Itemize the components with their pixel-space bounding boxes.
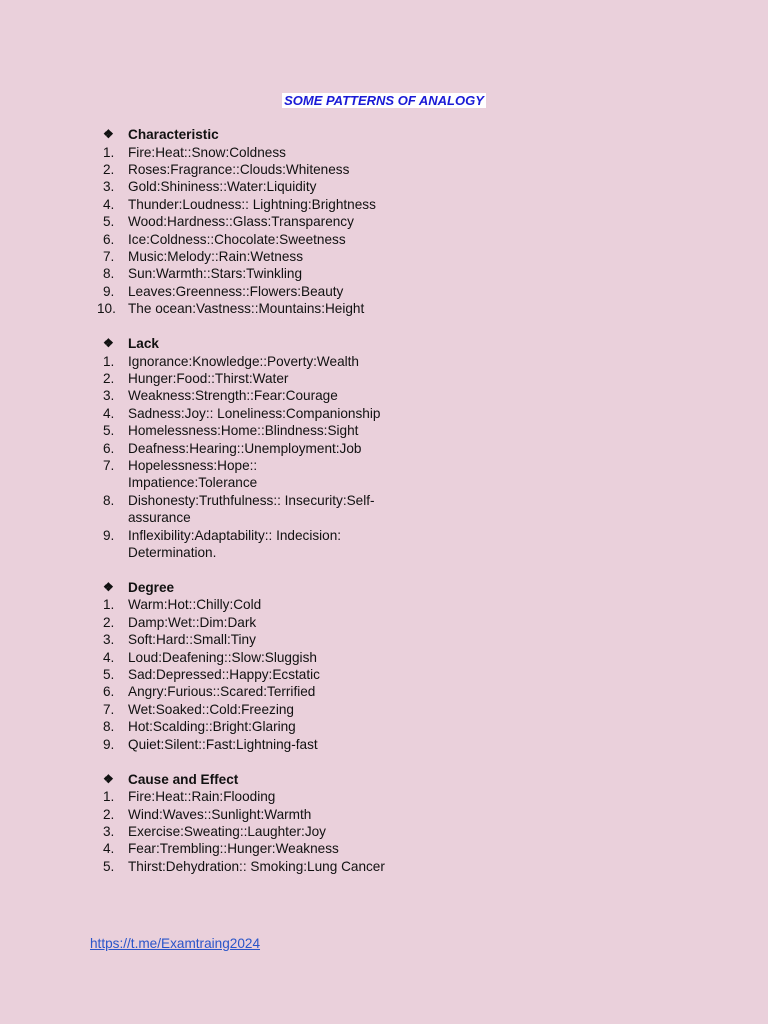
numbered-list xyxy=(97,144,703,318)
list-item xyxy=(103,144,703,161)
list-item xyxy=(103,283,703,300)
list-item xyxy=(103,823,703,840)
section-cause-and-effect xyxy=(103,771,703,876)
section-heading-label: Cause and Effect xyxy=(128,771,239,787)
list-item xyxy=(103,858,703,875)
diamond-bullet-icon: ❖ xyxy=(103,336,114,351)
list-item-number: 3. xyxy=(103,388,115,404)
list-item-text: Weakness:Strength::Fear:Courage xyxy=(128,388,338,404)
list-item-number: 5. xyxy=(103,214,115,230)
page-title: SOME PATTERNS OF ANALOGY xyxy=(284,93,484,108)
list-item-text: The ocean:Vastness::Mountains:Height xyxy=(128,301,365,317)
analogy-patterns-list xyxy=(97,126,703,875)
list-item-number: 1. xyxy=(103,597,115,613)
section-heading xyxy=(103,579,703,597)
list-item-number: 4. xyxy=(103,196,115,212)
list-item-text: Ignorance:Knowledge::Poverty:Wealth xyxy=(128,353,359,369)
list-item-number: 9. xyxy=(103,527,115,543)
list-item-text: Sadness:Joy:: Loneliness:Companionship xyxy=(128,405,381,421)
list-item-text: Loud:Deafening::Slow:Sluggish xyxy=(128,649,317,665)
section-heading-label: Degree xyxy=(128,579,175,595)
section-heading-label: Characteristic xyxy=(128,127,219,142)
list-item-number: 4. xyxy=(103,841,115,857)
list-item-number: 2. xyxy=(103,806,115,822)
list-item-number: 3. xyxy=(103,179,115,195)
section-heading xyxy=(103,126,703,144)
list-item-text: Fire:Heat::Rain:Flooding xyxy=(128,789,276,805)
list-item-number: 8. xyxy=(103,492,115,508)
list-item-text: Soft:Hard::Small:Tiny xyxy=(128,632,256,648)
list-item xyxy=(103,492,703,527)
list-item-number: 7. xyxy=(103,458,115,473)
list-item-text: Dishonesty:Truthfulness:: Insecurity:Self-assurance xyxy=(128,492,375,526)
list-item xyxy=(103,683,703,700)
list-item-text: Fire:Heat::Snow:Coldness xyxy=(128,144,286,160)
list-item-text: Gold:Shininess::Water:Liquidity xyxy=(128,179,317,195)
section-characteristic xyxy=(97,126,703,318)
list-item-number: 10. xyxy=(97,301,116,317)
list-item-number: 1. xyxy=(103,144,115,160)
list-item-number: 7. xyxy=(103,248,115,264)
list-item-text: Wet:Soaked::Cold:Freezing xyxy=(128,701,294,717)
list-item-number: 6. xyxy=(103,684,115,700)
list-item-number: 6. xyxy=(103,440,115,456)
list-item-text: Roses:Fragrance::Clouds:Whiteness xyxy=(128,161,350,177)
list-item xyxy=(103,840,703,857)
list-item xyxy=(97,300,703,317)
list-item xyxy=(103,161,703,178)
list-item-number: 8. xyxy=(103,719,115,735)
list-item-number: 9. xyxy=(103,283,115,299)
section-heading xyxy=(103,771,703,789)
list-item xyxy=(103,649,703,666)
list-item-number: 5. xyxy=(103,423,115,439)
list-item-text: Thunder:Loudness:: Lightning:Brightness xyxy=(128,196,376,212)
list-item-number: 2. xyxy=(103,161,115,177)
list-item xyxy=(103,265,703,282)
list-item xyxy=(103,387,703,404)
list-item xyxy=(103,353,703,370)
list-item xyxy=(103,457,703,492)
list-item xyxy=(103,596,703,613)
list-item-text: Hot:Scalding::Bright:Glaring xyxy=(128,719,296,735)
list-item-text: Thirst:Dehydration:: Smoking:Lung Cancer xyxy=(128,858,385,874)
numbered-list xyxy=(103,596,703,753)
list-item-number: 4. xyxy=(103,405,115,421)
list-item xyxy=(103,701,703,718)
list-item xyxy=(103,718,703,735)
diamond-bullet-icon: ❖ xyxy=(103,579,114,594)
list-item xyxy=(103,788,703,805)
list-item-number: 5. xyxy=(103,858,115,874)
list-item-number: 7. xyxy=(103,701,115,717)
telegram-link[interactable]: https://t.me/Examtraing2024 xyxy=(90,936,261,951)
list-item-number: 1. xyxy=(103,353,115,369)
list-item-text: Sad:Depressed::Happy:Ecstatic xyxy=(128,667,320,683)
diamond-bullet-icon: ❖ xyxy=(103,127,114,141)
list-item xyxy=(103,405,703,422)
section-heading xyxy=(103,335,703,353)
list-item xyxy=(103,213,703,230)
list-item-text: Hopelessness:Hope:: Impatience:Tolerance xyxy=(128,458,258,491)
list-item xyxy=(103,440,703,457)
numbered-list xyxy=(103,788,703,875)
list-item xyxy=(103,666,703,683)
list-item-number: 2. xyxy=(103,614,115,630)
list-item-text: Homelessness:Home::Blindness:Sight xyxy=(128,423,359,439)
list-item xyxy=(103,631,703,648)
list-item-number: 9. xyxy=(103,736,115,752)
list-item-number: 8. xyxy=(103,266,115,282)
list-item xyxy=(103,248,703,265)
list-item-text: Angry:Furious::Scared:Terrified xyxy=(128,684,316,700)
list-item-text: Hunger:Food::Thirst:Water xyxy=(128,370,289,386)
list-item-number: 3. xyxy=(103,632,115,648)
list-item-text: Warm:Hot::Chilly:Cold xyxy=(128,597,262,613)
list-item-number: 6. xyxy=(103,231,115,247)
list-item-text: Damp:Wet::Dim:Dark xyxy=(128,614,257,630)
list-item-number: 2. xyxy=(103,370,115,386)
list-item-text: Music:Melody::Rain:Wetness xyxy=(128,248,304,264)
list-item-text: Exercise:Sweating::Laughter:Joy xyxy=(128,823,326,839)
list-item xyxy=(103,178,703,195)
list-item-number: 4. xyxy=(103,649,115,665)
list-item xyxy=(103,231,703,248)
list-item xyxy=(103,422,703,439)
section-degree xyxy=(103,579,703,753)
page-title-row xyxy=(0,92,768,110)
section-heading-label: Lack xyxy=(128,336,159,352)
section-lack xyxy=(103,335,703,561)
list-item xyxy=(103,370,703,387)
list-item-text: Ice:Coldness::Chocolate:Sweetness xyxy=(128,231,346,247)
list-item xyxy=(103,614,703,631)
list-item xyxy=(103,806,703,823)
list-item-text: Wind:Waves::Sunlight:Warmth xyxy=(128,806,312,822)
numbered-list xyxy=(103,353,703,562)
list-item-number: 3. xyxy=(103,823,115,839)
list-item-text: Leaves:Greenness::Flowers:Beauty xyxy=(128,283,344,299)
list-item-text: Quiet:Silent::Fast:Lightning-fast xyxy=(128,736,318,752)
list-item-text: Fear:Trembling::Hunger:Weakness xyxy=(128,841,339,857)
list-item xyxy=(103,736,703,753)
list-item xyxy=(103,527,703,562)
list-item-text: Sun:Warmth::Stars:Twinkling xyxy=(128,266,303,282)
list-item-text: Wood:Hardness::Glass:Transparency xyxy=(128,214,354,230)
list-item-number: 1. xyxy=(103,789,115,805)
list-item-number: 5. xyxy=(103,667,115,683)
list-item xyxy=(103,196,703,213)
list-item-text: Inflexibility:Adaptability:: Indecision: Determination. xyxy=(128,527,342,561)
diamond-bullet-icon: ❖ xyxy=(103,771,114,786)
list-item-text: Deafness:Hearing::Unemployment:Job xyxy=(128,440,362,456)
